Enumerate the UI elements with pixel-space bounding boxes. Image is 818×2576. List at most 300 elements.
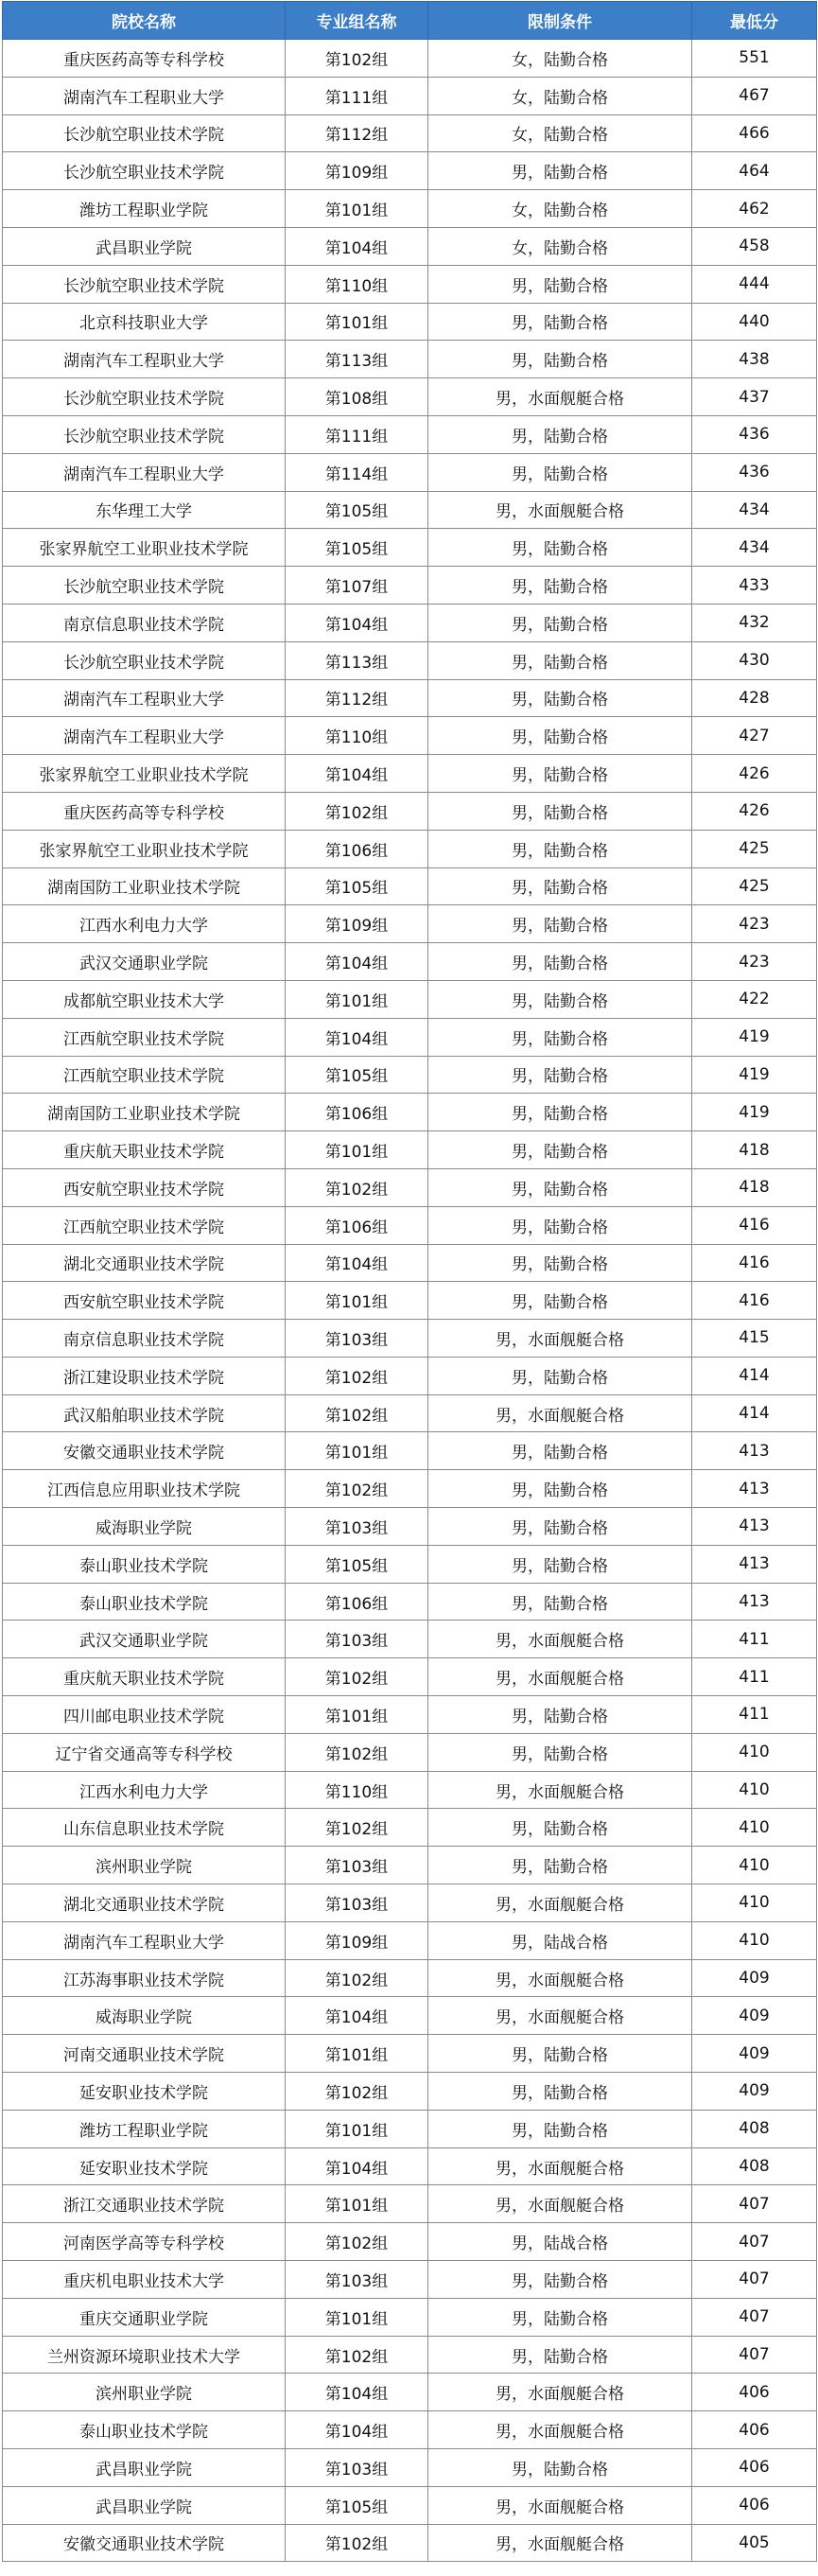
table-row bbox=[3, 1056, 817, 1094]
group-cell: 第106组 bbox=[286, 1583, 428, 1621]
group-cell: 第112组 bbox=[286, 114, 428, 152]
table-row bbox=[3, 2411, 817, 2449]
group-cell: 第105组 bbox=[286, 867, 428, 905]
condition-cell: 男，水面舰艇合格 bbox=[428, 2411, 692, 2449]
min-score-cell: 440 bbox=[692, 303, 817, 341]
table-row bbox=[3, 717, 817, 755]
table-row bbox=[3, 1809, 817, 1847]
min-score-cell: 419 bbox=[692, 1018, 817, 1056]
group-cell: 第106组 bbox=[286, 1206, 428, 1244]
school-cell: 兰州资源环境职业技术大学 bbox=[3, 2336, 286, 2374]
table-row bbox=[3, 1508, 817, 1546]
condition-cell: 男，陆勤合格 bbox=[428, 1847, 692, 1884]
condition-cell: 男，陆勤合格 bbox=[428, 2336, 692, 2374]
school-cell: 武汉船舶职业技术学院 bbox=[3, 1394, 286, 1432]
table-row bbox=[3, 1771, 817, 1809]
group-cell: 第103组 bbox=[286, 2449, 428, 2487]
min-score-cell: 410 bbox=[692, 1847, 817, 1884]
condition-cell: 男，水面舰艇合格 bbox=[428, 2185, 692, 2223]
school-cell: 湖南汽车工程职业大学 bbox=[3, 679, 286, 717]
condition-cell: 男，陆勤合格 bbox=[428, 980, 692, 1018]
min-score-cell: 406 bbox=[692, 2374, 817, 2411]
min-score-cell: 444 bbox=[692, 265, 817, 303]
min-score-cell: 409 bbox=[692, 1959, 817, 1997]
table-row bbox=[3, 190, 817, 228]
condition-cell: 女，陆勤合格 bbox=[428, 40, 692, 78]
min-score-cell: 408 bbox=[692, 2147, 817, 2185]
table-row bbox=[3, 1244, 817, 1282]
min-score-cell: 410 bbox=[692, 1921, 817, 1959]
table-row bbox=[3, 227, 817, 265]
min-score-cell: 428 bbox=[692, 679, 817, 717]
table-row bbox=[3, 2110, 817, 2147]
table-row bbox=[3, 152, 817, 190]
condition-cell: 男，水面舰艇合格 bbox=[428, 2374, 692, 2411]
school-cell: 东华理工大学 bbox=[3, 491, 286, 529]
condition-cell: 男，陆勤合格 bbox=[428, 2110, 692, 2147]
condition-cell: 男，陆勤合格 bbox=[428, 1056, 692, 1094]
group-cell: 第102组 bbox=[286, 1394, 428, 1432]
group-cell: 第103组 bbox=[286, 1508, 428, 1546]
condition-cell: 男，陆勤合格 bbox=[428, 1583, 692, 1621]
condition-cell: 男，陆勤合格 bbox=[428, 1168, 692, 1206]
condition-cell: 男，陆勤合格 bbox=[428, 943, 692, 981]
condition-cell: 男，陆勤合格 bbox=[428, 1470, 692, 1508]
group-cell: 第104组 bbox=[286, 1244, 428, 1282]
table-row bbox=[3, 303, 817, 341]
school-cell: 湖南国防工业职业技术学院 bbox=[3, 867, 286, 905]
min-score-cell: 467 bbox=[692, 77, 817, 114]
group-cell: 第101组 bbox=[286, 2110, 428, 2147]
group-cell: 第102组 bbox=[286, 792, 428, 830]
condition-cell: 男，水面舰艇合格 bbox=[428, 1959, 692, 1997]
group-cell: 第102组 bbox=[286, 1809, 428, 1847]
school-cell: 湖南汽车工程职业大学 bbox=[3, 341, 286, 378]
column-header-school: 院校名称 bbox=[3, 2, 286, 40]
school-cell: 延安职业技术学院 bbox=[3, 2147, 286, 2185]
min-score-cell: 434 bbox=[692, 491, 817, 529]
condition-cell: 男，陆勤合格 bbox=[428, 1809, 692, 1847]
condition-cell: 男，陆勤合格 bbox=[428, 830, 692, 867]
min-score-cell: 407 bbox=[692, 2223, 817, 2261]
school-cell: 重庆航天职业技术学院 bbox=[3, 1658, 286, 1696]
condition-cell: 女，陆勤合格 bbox=[428, 77, 692, 114]
condition-cell: 男，陆勤合格 bbox=[428, 415, 692, 453]
table-row bbox=[3, 529, 817, 567]
min-score-cell: 411 bbox=[692, 1621, 817, 1658]
group-cell: 第107组 bbox=[286, 567, 428, 605]
column-header-group: 专业组名称 bbox=[286, 2, 428, 40]
school-cell: 江苏海事职业技术学院 bbox=[3, 1959, 286, 1997]
group-cell: 第110组 bbox=[286, 1771, 428, 1809]
table-row bbox=[3, 1733, 817, 1771]
table-row bbox=[3, 1658, 817, 1696]
table-row bbox=[3, 1921, 817, 1959]
school-cell: 江西航空职业技术学院 bbox=[3, 1056, 286, 1094]
min-score-cell: 419 bbox=[692, 1094, 817, 1131]
table-row bbox=[3, 792, 817, 830]
group-cell: 第104组 bbox=[286, 1997, 428, 2035]
condition-cell: 男，陆勤合格 bbox=[428, 1018, 692, 1056]
condition-cell: 男，陆勤合格 bbox=[428, 2261, 692, 2299]
group-cell: 第108组 bbox=[286, 378, 428, 416]
condition-cell: 男，水面舰艇合格 bbox=[428, 1394, 692, 1432]
condition-cell: 男，水面舰艇合格 bbox=[428, 1884, 692, 1922]
table-row bbox=[3, 2035, 817, 2073]
condition-cell: 男，水面舰艇合格 bbox=[428, 1621, 692, 1658]
school-cell: 西安航空职业技术学院 bbox=[3, 1168, 286, 1206]
condition-cell: 男，陆勤合格 bbox=[428, 905, 692, 943]
school-cell: 长沙航空职业技术学院 bbox=[3, 641, 286, 679]
min-score-cell: 425 bbox=[692, 830, 817, 867]
school-cell: 浙江建设职业技术学院 bbox=[3, 1357, 286, 1394]
table-row bbox=[3, 641, 817, 679]
table-row bbox=[3, 1094, 817, 1131]
table-row bbox=[3, 567, 817, 605]
group-cell: 第106组 bbox=[286, 1094, 428, 1131]
table-row bbox=[3, 1583, 817, 1621]
group-cell: 第102组 bbox=[286, 1168, 428, 1206]
table-row bbox=[3, 830, 817, 867]
column-header-condition: 限制条件 bbox=[428, 2, 692, 40]
condition-cell: 女，陆勤合格 bbox=[428, 114, 692, 152]
condition-cell: 男，陆勤合格 bbox=[428, 567, 692, 605]
school-cell: 武昌职业学院 bbox=[3, 227, 286, 265]
min-score-cell: 425 bbox=[692, 867, 817, 905]
table-row bbox=[3, 604, 817, 641]
table-row bbox=[3, 1847, 817, 1884]
school-cell: 泰山职业技术学院 bbox=[3, 1545, 286, 1583]
table-row bbox=[3, 1282, 817, 1320]
group-cell: 第103组 bbox=[286, 1884, 428, 1922]
condition-cell: 男，水面舰艇合格 bbox=[428, 1658, 692, 1696]
school-cell: 四川邮电职业技术学院 bbox=[3, 1696, 286, 1734]
school-cell: 山东信息职业技术学院 bbox=[3, 1809, 286, 1847]
min-score-cell: 416 bbox=[692, 1206, 817, 1244]
school-cell: 武昌职业学院 bbox=[3, 2486, 286, 2524]
condition-cell: 男，陆勤合格 bbox=[428, 867, 692, 905]
min-score-cell: 409 bbox=[692, 1997, 817, 2035]
school-cell: 浙江交通职业技术学院 bbox=[3, 2185, 286, 2223]
group-cell: 第104组 bbox=[286, 2147, 428, 2185]
table-row bbox=[3, 265, 817, 303]
table-row bbox=[3, 1696, 817, 1734]
condition-cell: 男，陆勤合格 bbox=[428, 152, 692, 190]
group-cell: 第101组 bbox=[286, 980, 428, 1018]
min-score-cell: 434 bbox=[692, 529, 817, 567]
min-score-cell: 409 bbox=[692, 2035, 817, 2073]
group-cell: 第105组 bbox=[286, 529, 428, 567]
table-row bbox=[3, 2524, 817, 2562]
school-cell: 河南医学高等专科学校 bbox=[3, 2223, 286, 2261]
table-row bbox=[3, 867, 817, 905]
min-score-cell: 437 bbox=[692, 378, 817, 416]
school-cell: 安徽交通职业技术学院 bbox=[3, 1432, 286, 1470]
school-cell: 湖南汽车工程职业大学 bbox=[3, 77, 286, 114]
school-cell: 重庆机电职业技术大学 bbox=[3, 2261, 286, 2299]
min-score-cell: 407 bbox=[692, 2261, 817, 2299]
condition-cell: 男，陆勤合格 bbox=[428, 2298, 692, 2336]
condition-cell: 男，陆勤合格 bbox=[428, 755, 692, 793]
school-cell: 潍坊工程职业学院 bbox=[3, 2110, 286, 2147]
table-row bbox=[3, 40, 817, 78]
condition-cell: 男，陆战合格 bbox=[428, 2223, 692, 2261]
table-row bbox=[3, 943, 817, 981]
school-cell: 重庆交通职业学院 bbox=[3, 2298, 286, 2336]
school-cell: 重庆航天职业技术学院 bbox=[3, 1131, 286, 1169]
table-row bbox=[3, 2223, 817, 2261]
condition-cell: 男，水面舰艇合格 bbox=[428, 378, 692, 416]
admission-score-table bbox=[2, 1, 817, 2562]
min-score-cell: 413 bbox=[692, 1470, 817, 1508]
school-cell: 潍坊工程职业学院 bbox=[3, 190, 286, 228]
group-cell: 第104组 bbox=[286, 755, 428, 793]
condition-cell: 男，水面舰艇合格 bbox=[428, 2524, 692, 2562]
condition-cell: 男，陆勤合格 bbox=[428, 453, 692, 491]
group-cell: 第110组 bbox=[286, 717, 428, 755]
group-cell: 第102组 bbox=[286, 2223, 428, 2261]
table-row bbox=[3, 2298, 817, 2336]
condition-cell: 男，陆勤合格 bbox=[428, 1094, 692, 1131]
condition-cell: 男，陆战合格 bbox=[428, 1921, 692, 1959]
group-cell: 第104组 bbox=[286, 227, 428, 265]
group-cell: 第114组 bbox=[286, 453, 428, 491]
min-score-cell: 438 bbox=[692, 341, 817, 378]
min-score-cell: 436 bbox=[692, 415, 817, 453]
min-score-cell: 551 bbox=[692, 40, 817, 78]
condition-cell: 男，陆勤合格 bbox=[428, 2449, 692, 2487]
condition-cell: 男，陆勤合格 bbox=[428, 679, 692, 717]
school-cell: 湖南国防工业职业技术学院 bbox=[3, 1094, 286, 1131]
group-cell: 第104组 bbox=[286, 2374, 428, 2411]
school-cell: 长沙航空职业技术学院 bbox=[3, 415, 286, 453]
group-cell: 第104组 bbox=[286, 604, 428, 641]
min-score-cell: 462 bbox=[692, 190, 817, 228]
group-cell: 第102组 bbox=[286, 40, 428, 78]
school-cell: 滨州职业学院 bbox=[3, 2374, 286, 2411]
school-cell: 南京信息职业技术学院 bbox=[3, 1320, 286, 1358]
table-row bbox=[3, 1884, 817, 1922]
group-cell: 第104组 bbox=[286, 1018, 428, 1056]
group-cell: 第102组 bbox=[286, 2336, 428, 2374]
school-cell: 北京科技职业大学 bbox=[3, 303, 286, 341]
school-cell: 延安职业技术学院 bbox=[3, 2073, 286, 2111]
min-score-cell: 410 bbox=[692, 1884, 817, 1922]
group-cell: 第101组 bbox=[286, 1131, 428, 1169]
school-cell: 滨州职业学院 bbox=[3, 1847, 286, 1884]
min-score-cell: 427 bbox=[692, 717, 817, 755]
min-score-cell: 405 bbox=[692, 2524, 817, 2562]
table-row bbox=[3, 378, 817, 416]
min-score-cell: 414 bbox=[692, 1394, 817, 1432]
school-cell: 武汉交通职业学院 bbox=[3, 943, 286, 981]
group-cell: 第102组 bbox=[286, 1959, 428, 1997]
school-cell: 长沙航空职业技术学院 bbox=[3, 567, 286, 605]
table-row bbox=[3, 2336, 817, 2374]
min-score-cell: 407 bbox=[692, 2298, 817, 2336]
column-header-min-score: 最低分 bbox=[692, 2, 817, 40]
condition-cell: 男，陆勤合格 bbox=[428, 303, 692, 341]
group-cell: 第101组 bbox=[286, 1696, 428, 1734]
group-cell: 第113组 bbox=[286, 641, 428, 679]
min-score-cell: 410 bbox=[692, 1809, 817, 1847]
min-score-cell: 436 bbox=[692, 453, 817, 491]
school-cell: 成都航空职业技术大学 bbox=[3, 980, 286, 1018]
table-row bbox=[3, 1394, 817, 1432]
group-cell: 第105组 bbox=[286, 491, 428, 529]
min-score-cell: 413 bbox=[692, 1508, 817, 1546]
min-score-cell: 426 bbox=[692, 792, 817, 830]
table-row bbox=[3, 2185, 817, 2223]
school-cell: 江西航空职业技术学院 bbox=[3, 1206, 286, 1244]
condition-cell: 男，陆勤合格 bbox=[428, 1282, 692, 1320]
group-cell: 第112组 bbox=[286, 679, 428, 717]
school-cell: 武汉交通职业学院 bbox=[3, 1621, 286, 1658]
table-row bbox=[3, 1206, 817, 1244]
school-cell: 长沙航空职业技术学院 bbox=[3, 152, 286, 190]
table-row bbox=[3, 2073, 817, 2111]
table-row bbox=[3, 1959, 817, 1997]
group-cell: 第101组 bbox=[286, 303, 428, 341]
table-row bbox=[3, 1621, 817, 1658]
school-cell: 湖南汽车工程职业大学 bbox=[3, 453, 286, 491]
school-cell: 江西航空职业技术学院 bbox=[3, 1018, 286, 1056]
table-row bbox=[3, 1470, 817, 1508]
min-score-cell: 406 bbox=[692, 2411, 817, 2449]
table-row bbox=[3, 2486, 817, 2524]
condition-cell: 男，陆勤合格 bbox=[428, 1131, 692, 1169]
table-row bbox=[3, 491, 817, 529]
min-score-cell: 416 bbox=[692, 1244, 817, 1282]
school-cell: 张家界航空工业职业技术学院 bbox=[3, 529, 286, 567]
school-cell: 泰山职业技术学院 bbox=[3, 2411, 286, 2449]
group-cell: 第106组 bbox=[286, 830, 428, 867]
condition-cell: 男，陆勤合格 bbox=[428, 1696, 692, 1734]
table-row bbox=[3, 415, 817, 453]
school-cell: 湖北交通职业技术学院 bbox=[3, 1884, 286, 1922]
table-row bbox=[3, 980, 817, 1018]
table-row bbox=[3, 1320, 817, 1358]
group-cell: 第103组 bbox=[286, 1320, 428, 1358]
min-score-cell: 413 bbox=[692, 1432, 817, 1470]
condition-cell: 男，陆勤合格 bbox=[428, 2035, 692, 2073]
min-score-cell: 410 bbox=[692, 1733, 817, 1771]
school-cell: 武昌职业学院 bbox=[3, 2449, 286, 2487]
school-cell: 南京信息职业技术学院 bbox=[3, 604, 286, 641]
condition-cell: 男，水面舰艇合格 bbox=[428, 491, 692, 529]
group-cell: 第102组 bbox=[286, 1470, 428, 1508]
group-cell: 第102组 bbox=[286, 1658, 428, 1696]
school-cell: 西安航空职业技术学院 bbox=[3, 1282, 286, 1320]
condition-cell: 男，水面舰艇合格 bbox=[428, 2147, 692, 2185]
group-cell: 第109组 bbox=[286, 152, 428, 190]
condition-cell: 男，水面舰艇合格 bbox=[428, 2486, 692, 2524]
group-cell: 第101组 bbox=[286, 2035, 428, 2073]
school-cell: 威海职业学院 bbox=[3, 1508, 286, 1546]
min-score-cell: 410 bbox=[692, 1771, 817, 1809]
group-cell: 第101组 bbox=[286, 2185, 428, 2223]
condition-cell: 男，陆勤合格 bbox=[428, 1244, 692, 1282]
min-score-cell: 422 bbox=[692, 980, 817, 1018]
group-cell: 第105组 bbox=[286, 1056, 428, 1094]
min-score-cell: 416 bbox=[692, 1282, 817, 1320]
min-score-cell: 413 bbox=[692, 1583, 817, 1621]
group-cell: 第113组 bbox=[286, 341, 428, 378]
table-row bbox=[3, 1432, 817, 1470]
group-cell: 第103组 bbox=[286, 2261, 428, 2299]
school-cell: 威海职业学院 bbox=[3, 1997, 286, 2035]
table-row bbox=[3, 453, 817, 491]
table-row bbox=[3, 77, 817, 114]
condition-cell: 男，陆勤合格 bbox=[428, 641, 692, 679]
condition-cell: 男，陆勤合格 bbox=[428, 604, 692, 641]
condition-cell: 女，陆勤合格 bbox=[428, 190, 692, 228]
min-score-cell: 406 bbox=[692, 2486, 817, 2524]
school-cell: 安徽交通职业技术学院 bbox=[3, 2524, 286, 2562]
group-cell: 第109组 bbox=[286, 905, 428, 943]
table-row bbox=[3, 2261, 817, 2299]
min-score-cell: 426 bbox=[692, 755, 817, 793]
school-cell: 张家界航空工业职业技术学院 bbox=[3, 755, 286, 793]
school-cell: 河南交通职业技术学院 bbox=[3, 2035, 286, 2073]
table-row bbox=[3, 1357, 817, 1394]
table-row bbox=[3, 755, 817, 793]
condition-cell: 男，陆勤合格 bbox=[428, 792, 692, 830]
school-cell: 辽宁省交通高等专科学校 bbox=[3, 1733, 286, 1771]
table-row bbox=[3, 2449, 817, 2487]
group-cell: 第104组 bbox=[286, 943, 428, 981]
group-cell: 第102组 bbox=[286, 2073, 428, 2111]
group-cell: 第103组 bbox=[286, 1621, 428, 1658]
school-cell: 重庆医药高等专科学校 bbox=[3, 40, 286, 78]
condition-cell: 男，陆勤合格 bbox=[428, 1733, 692, 1771]
table-row bbox=[3, 1545, 817, 1583]
min-score-cell: 411 bbox=[692, 1658, 817, 1696]
condition-cell: 男，陆勤合格 bbox=[428, 1545, 692, 1583]
school-cell: 长沙航空职业技术学院 bbox=[3, 378, 286, 416]
school-cell: 湖南汽车工程职业大学 bbox=[3, 1921, 286, 1959]
group-cell: 第109组 bbox=[286, 1921, 428, 1959]
group-cell: 第110组 bbox=[286, 265, 428, 303]
min-score-cell: 414 bbox=[692, 1357, 817, 1394]
group-cell: 第104组 bbox=[286, 2411, 428, 2449]
table-row bbox=[3, 2147, 817, 2185]
school-cell: 江西水利电力大学 bbox=[3, 905, 286, 943]
group-cell: 第101组 bbox=[286, 1282, 428, 1320]
table-row bbox=[3, 341, 817, 378]
school-cell: 泰山职业技术学院 bbox=[3, 1583, 286, 1621]
condition-cell: 男，陆勤合格 bbox=[428, 2073, 692, 2111]
group-cell: 第101组 bbox=[286, 190, 428, 228]
group-cell: 第102组 bbox=[286, 2524, 428, 2562]
condition-cell: 男，陆勤合格 bbox=[428, 341, 692, 378]
condition-cell: 男，陆勤合格 bbox=[428, 1206, 692, 1244]
school-cell: 湖南汽车工程职业大学 bbox=[3, 717, 286, 755]
condition-cell: 男，水面舰艇合格 bbox=[428, 1320, 692, 1358]
group-cell: 第101组 bbox=[286, 2298, 428, 2336]
min-score-cell: 407 bbox=[692, 2336, 817, 2374]
table-row bbox=[3, 905, 817, 943]
condition-cell: 男，陆勤合格 bbox=[428, 1508, 692, 1546]
condition-cell: 男，陆勤合格 bbox=[428, 1357, 692, 1394]
min-score-cell: 408 bbox=[692, 2110, 817, 2147]
condition-cell: 女，陆勤合格 bbox=[428, 227, 692, 265]
group-cell: 第111组 bbox=[286, 77, 428, 114]
group-cell: 第102组 bbox=[286, 1357, 428, 1394]
school-cell: 长沙航空职业技术学院 bbox=[3, 265, 286, 303]
group-cell: 第111组 bbox=[286, 415, 428, 453]
min-score-cell: 418 bbox=[692, 1168, 817, 1206]
